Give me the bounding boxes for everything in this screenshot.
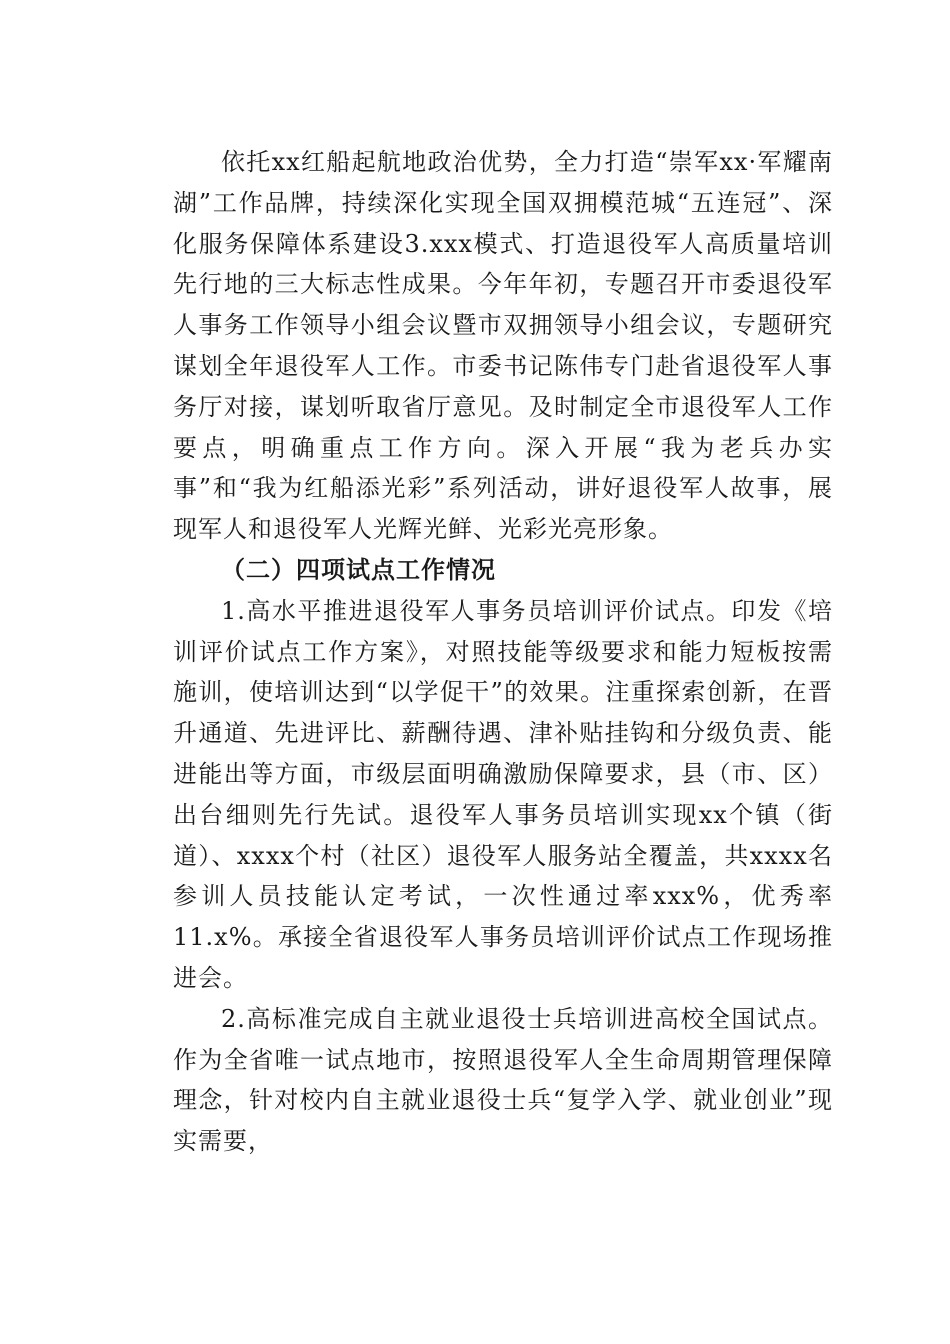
paragraph-red-boat-brand: 依托xx红船起航地政治优势，全力打造“崇军xx·军耀南湖”工作品牌，持续深化实现全国双拥模范城“五连冠”、深化服务保障体系建设3.xxx模式、打造退役军人高质量培训先行地的三大标志性成果。今年年初，专题召开市委退役军人事务工作领导小组会议暨市双拥领导小组会议，专题研究谋划全年退役军人工作。市委书记陈伟专门赴省退役军人事务厅对接，谋划听取省厅意见。及时制定全市退役军人工作要点，明确重点工作方向。深入开展“我为老兵办实事”和“我为红船添光彩”系列活动，讲好退役军人故事，展现军人和退役军人光辉光鲜、光彩光亮形象。 bbox=[173, 148, 833, 544]
paragraph-pilot-2-university-training: 2.高标准完成自主就业退役士兵培训进高校全国试点。作为全省唯一试点地市，按照退役军人全生命周期管理保障理念，针对校内自主就业退役士兵“复学入学、就业创业”现实需要， bbox=[173, 1004, 833, 1156]
paragraph-pilot-1-training-evaluation: 1.高水平推进退役军人事务员培训评价试点。印发《培训评价试点工作方案》，对照技能等级要求和能力短板按需施训，使培训达到“以学促干”的效果。注重探索创新，在晋升通道、先进评比、薪酬待遇、津补贴挂钩和分级负责、能进能出等方面，市级层面明确激励保障要求，县（市、区）出台细则先行先试。退役军人事务员培训实现xx个镇（街道）、xxxx个村（社区）退役军人服务站全覆盖，共xxxx名参训人员技能认定考试，一次性通过率xxx%，优秀率11.x%。承接全省退役军人事务员培训评价试点工作现场推进会。 bbox=[173, 596, 833, 992]
document-body bbox=[173, 142, 833, 1162]
section-heading-four-pilots: （二）四项试点工作情况 bbox=[221, 554, 496, 584]
